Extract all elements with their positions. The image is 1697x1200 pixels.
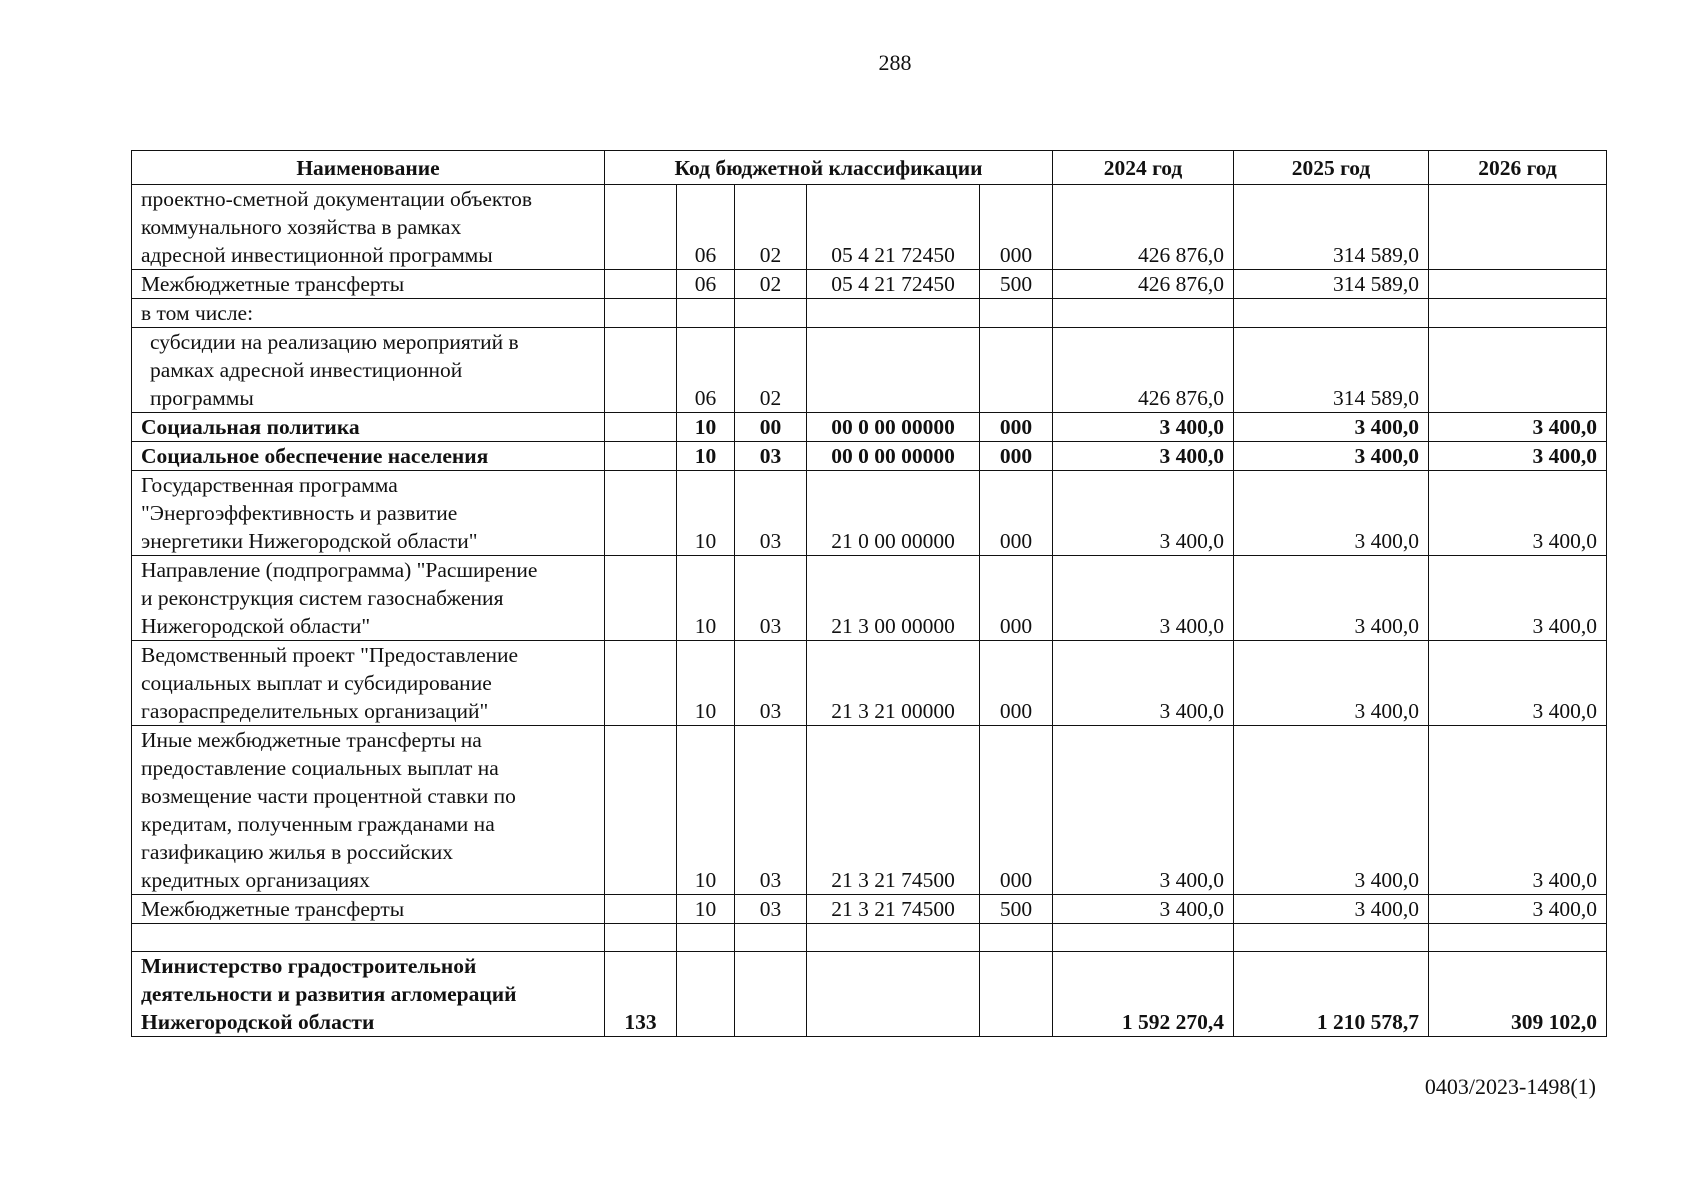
row-code-expense-type: [980, 952, 1053, 1037]
row-code-target: [807, 952, 980, 1037]
row-value-2026: 3 400,0: [1429, 413, 1607, 442]
row-value-2024: 3 400,0: [1053, 556, 1234, 641]
table-row: [132, 413, 1607, 442]
row-code-section: 10: [677, 471, 735, 556]
row-code-section: 10: [677, 641, 735, 726]
row-value-2024: 3 400,0: [1053, 413, 1234, 442]
row-code-target: [807, 299, 980, 328]
row-value-2026: 309 102,0: [1429, 952, 1607, 1037]
row-value-2024: 426 876,0: [1053, 270, 1234, 299]
row-code-target: 21 0 00 00000: [807, 471, 980, 556]
row-code-ministry: [605, 726, 677, 895]
row-code-expense-type: 000: [980, 413, 1053, 442]
row-code-section: [677, 299, 735, 328]
row-code-ministry: [605, 185, 677, 270]
header-2024: 2024 год: [1053, 151, 1234, 185]
row-value-2026: 3 400,0: [1429, 726, 1607, 895]
row-code-expense-type: [980, 299, 1053, 328]
row-code-target: 05 4 21 72450: [807, 185, 980, 270]
row-code-section: 06: [677, 185, 735, 270]
row-code-expense-type: [980, 328, 1053, 413]
row-code-subsection: 00: [735, 413, 807, 442]
row-code-expense-type: 500: [980, 895, 1053, 924]
row-value-2025: 3 400,0: [1234, 726, 1429, 895]
row-code-target: 21 3 21 74500: [807, 726, 980, 895]
row-value-2026: [1429, 185, 1607, 270]
row-value-2025: 3 400,0: [1234, 442, 1429, 471]
row-value-2025: 3 400,0: [1234, 895, 1429, 924]
table-row: [132, 952, 1607, 1037]
row-value-2024: 426 876,0: [1053, 328, 1234, 413]
row-code-target: 21 3 21 74500: [807, 895, 980, 924]
row-value-2026: [1429, 924, 1607, 952]
table-row: [132, 442, 1607, 471]
page-number: 288: [878, 50, 912, 75]
row-code-ministry: 133: [605, 952, 677, 1037]
row-code-ministry: [605, 413, 677, 442]
row-value-2024: [1053, 924, 1234, 952]
row-value-2026: [1429, 270, 1607, 299]
row-value-2025: 3 400,0: [1234, 413, 1429, 442]
table-row-empty: [132, 924, 1607, 952]
row-value-2025: 314 589,0: [1234, 185, 1429, 270]
row-code-section: 10: [677, 556, 735, 641]
row-code-section: 10: [677, 413, 735, 442]
row-code-expense-type: 500: [980, 270, 1053, 299]
row-code-subsection: 03: [735, 471, 807, 556]
row-name: в том числе:: [132, 299, 605, 328]
row-value-2026: 3 400,0: [1429, 442, 1607, 471]
row-value-2024: 3 400,0: [1053, 641, 1234, 726]
row-code-subsection: [735, 299, 807, 328]
row-code-subsection: [735, 924, 807, 952]
row-value-2024: 3 400,0: [1053, 471, 1234, 556]
row-name: Социальная политика: [132, 413, 605, 442]
row-value-2025: 314 589,0: [1234, 270, 1429, 299]
header-code: Код бюджетной классификации: [605, 151, 1053, 185]
row-value-2026: [1429, 328, 1607, 413]
table-row: [132, 556, 1607, 641]
row-name: Межбюджетные трансферты: [132, 895, 605, 924]
row-value-2025: [1234, 299, 1429, 328]
row-value-2024: 1 592 270,4: [1053, 952, 1234, 1037]
row-code-subsection: 03: [735, 442, 807, 471]
row-code-target: 05 4 21 72450: [807, 270, 980, 299]
row-code-section: 06: [677, 270, 735, 299]
header-name: Наименование: [132, 151, 605, 185]
row-code-section: 10: [677, 895, 735, 924]
row-code-section: 10: [677, 726, 735, 895]
row-name: Социальное обеспечение населения: [132, 442, 605, 471]
row-name: Направление (подпрограмма) "Расширение и реконструкция систем газоснабжения Нижегородской области": [132, 556, 605, 641]
row-code-ministry: [605, 641, 677, 726]
row-code-ministry: [605, 270, 677, 299]
row-code-subsection: 03: [735, 895, 807, 924]
row-value-2025: 1 210 578,7: [1234, 952, 1429, 1037]
row-code-expense-type: 000: [980, 185, 1053, 270]
row-name: Государственная программа "Энергоэффективность и развитие энергетики Нижегородской области": [132, 471, 605, 556]
row-value-2026: 3 400,0: [1429, 556, 1607, 641]
row-code-subsection: 02: [735, 270, 807, 299]
row-value-2025: 3 400,0: [1234, 641, 1429, 726]
row-code-section: [677, 924, 735, 952]
row-code-expense-type: [980, 924, 1053, 952]
row-name: Ведомственный проект "Предоставление социальных выплат и субсидирование газораспределительных организаций": [132, 641, 605, 726]
row-code-expense-type: 000: [980, 442, 1053, 471]
row-code-section: 06: [677, 328, 735, 413]
table-row: [132, 641, 1607, 726]
row-code-expense-type: 000: [980, 556, 1053, 641]
row-value-2024: 3 400,0: [1053, 726, 1234, 895]
table-row: [132, 471, 1607, 556]
row-code-ministry: [605, 471, 677, 556]
table-row: [132, 895, 1607, 924]
row-code-ministry: [605, 556, 677, 641]
row-value-2026: [1429, 299, 1607, 328]
row-code-subsection: 03: [735, 726, 807, 895]
row-code-target: [807, 924, 980, 952]
row-value-2024: 426 876,0: [1053, 185, 1234, 270]
budget-table: [131, 150, 1607, 1037]
row-value-2026: 3 400,0: [1429, 641, 1607, 726]
table-row: [132, 185, 1607, 270]
row-code-subsection: 03: [735, 556, 807, 641]
row-code-expense-type: 000: [980, 726, 1053, 895]
row-code-target: 21 3 00 00000: [807, 556, 980, 641]
row-name: [132, 924, 605, 952]
row-code-subsection: 03: [735, 641, 807, 726]
row-value-2025: 314 589,0: [1234, 328, 1429, 413]
table-header-row: [132, 151, 1607, 185]
row-code-ministry: [605, 924, 677, 952]
row-code-section: [677, 952, 735, 1037]
row-name: Министерство градостроительной деятельности и развития агломераций Нижегородской области: [132, 952, 605, 1037]
row-code-ministry: [605, 328, 677, 413]
header-2025: 2025 год: [1234, 151, 1429, 185]
row-value-2025: 3 400,0: [1234, 556, 1429, 641]
row-value-2025: 3 400,0: [1234, 471, 1429, 556]
table-row: [132, 299, 1607, 328]
row-value-2024: 3 400,0: [1053, 895, 1234, 924]
row-code-target: 00 0 00 00000: [807, 442, 980, 471]
row-code-expense-type: 000: [980, 641, 1053, 726]
row-name: Межбюджетные трансферты: [132, 270, 605, 299]
table-row: [132, 270, 1607, 299]
row-value-2024: [1053, 299, 1234, 328]
row-value-2026: 3 400,0: [1429, 895, 1607, 924]
row-name: субсидии на реализацию мероприятий в рамках адресной инвестиционной программы: [132, 328, 605, 413]
document-code: 0403/2023-1498(1): [1424, 1074, 1596, 1099]
row-code-ministry: [605, 299, 677, 328]
row-name: проектно-сметной документации объектов коммунального хозяйства в рамках адресной инвестиционной программы: [132, 185, 605, 270]
row-code-target: [807, 328, 980, 413]
row-name: Иные межбюджетные трансферты на предоставление социальных выплат на возмещение части процентной ставки по кредитам, полученным гражданами на газификацию жилья в российских кредитных организациях: [132, 726, 605, 895]
row-value-2024: 3 400,0: [1053, 442, 1234, 471]
row-code-subsection: 02: [735, 328, 807, 413]
row-value-2026: 3 400,0: [1429, 471, 1607, 556]
row-code-subsection: [735, 952, 807, 1037]
row-code-subsection: 02: [735, 185, 807, 270]
row-code-target: 21 3 21 00000: [807, 641, 980, 726]
table-row: [132, 726, 1607, 895]
row-code-target: 00 0 00 00000: [807, 413, 980, 442]
row-value-2025: [1234, 924, 1429, 952]
row-code-ministry: [605, 895, 677, 924]
row-code-section: 10: [677, 442, 735, 471]
table-row: [132, 328, 1607, 413]
row-code-expense-type: 000: [980, 471, 1053, 556]
row-code-ministry: [605, 442, 677, 471]
header-2026: 2026 год: [1429, 151, 1607, 185]
